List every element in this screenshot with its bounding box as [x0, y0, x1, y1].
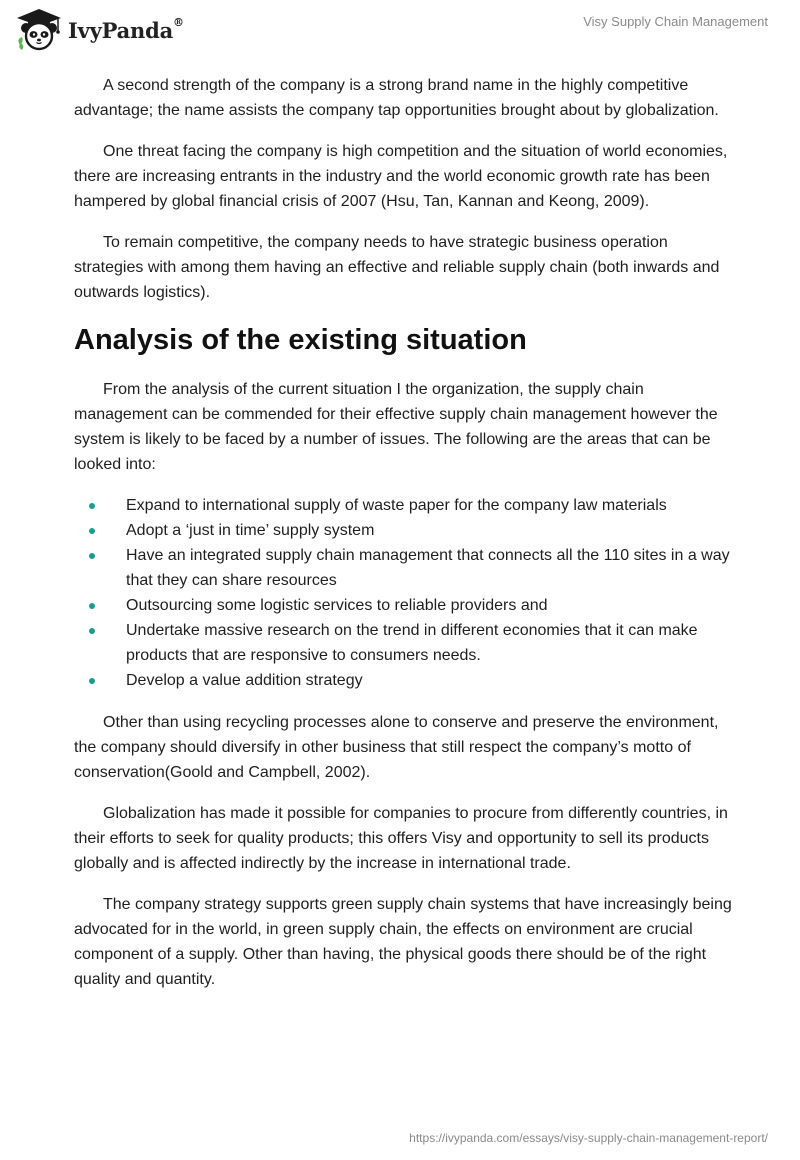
page-header: [0, 0, 800, 70]
paragraph-threat: One threat facing the company is high competition and the situation of world economies, there are increasing entrants in the industry and the world economic growth rate has been hampered by global financial crisis of 2007 (Hsu, Tan, Kannan and Keong, 2009).: [74, 143, 728, 210]
list-item-text: Have an integrated supply chain management that connects all the 110 sites in a way that they can share resources: [126, 547, 730, 589]
paragraph-globalization: Globalization has made it possible for companies to procure from differently countries, in their efforts to seek for quality products; this offers Visy and opportunity to sell its products globally and is affected indirectly by the increase in international trade.: [74, 805, 728, 872]
paragraph-green-supply: The company strategy supports green supply chain systems that have increasingly being advocated for in the world, in green supply chain, the effects on environment are crucial component of a supply. Other than having, the physical goods there should be of the right quality and quantity.: [74, 896, 732, 988]
paragraph-competitive: To remain competitive, the company needs to have strategic business operation strategies with among them having an effective and reliable supply chain (both inwards and outwards logistics).: [74, 234, 720, 301]
list-item-text: Outsourcing some logistic services to reliable providers and: [126, 597, 548, 614]
document-title: Visy Supply Chain Management: [583, 14, 768, 29]
section-heading: Analysis of the existing situation: [74, 324, 527, 356]
list-item: [74, 493, 734, 518]
bullet-icon: [89, 553, 95, 559]
bullet-icon: [89, 603, 95, 609]
essay-content: [74, 73, 734, 1008]
list-item: [74, 518, 734, 543]
list-item: [74, 618, 734, 668]
panda-graduate-icon: [14, 7, 64, 53]
paragraph-diversify: Other than using recycling processes alone to conserve and preserve the environment, the company should diversify in other business that still respect the company’s motto of conservation(Goold and Campbell, 2002).: [74, 714, 719, 781]
list-item-text: Develop a value addition strategy: [126, 672, 363, 689]
bullet-icon: [89, 628, 95, 634]
bullet-icon: [89, 528, 95, 534]
paragraph-brand-strength: A second strength of the company is a strong brand name in the highly competitive advantage; the name assists the company tap opportunities brought about by globalization.: [74, 77, 719, 119]
bullet-icon: [89, 503, 95, 509]
paragraph-analysis: From the analysis of the current situation I the organization, the supply chain management can be commended for their effective supply chain management however the system is likely to be faced by a number of issues. The following are the areas that can be looked into:: [74, 381, 718, 473]
source-url-link[interactable]: https://ivypanda.com/essays/visy-supply-chain-management-report/: [409, 1131, 768, 1145]
brand-name: IvyPanda®: [68, 15, 184, 43]
list-item-text: Undertake massive research on the trend in different economies that it can make products that are responsive to consumers needs.: [126, 622, 698, 664]
bullet-icon: [89, 678, 95, 684]
ivypanda-logo[interactable]: [14, 7, 184, 53]
list-item: [74, 593, 734, 618]
recommendation-list: [74, 493, 734, 693]
list-item-text: Adopt a ‘just in time’ supply system: [126, 522, 375, 539]
list-item: [74, 543, 734, 593]
registered-mark: ®: [173, 15, 184, 29]
list-item: [74, 668, 734, 693]
list-item-text: Expand to international supply of waste paper for the company law materials: [126, 497, 667, 514]
